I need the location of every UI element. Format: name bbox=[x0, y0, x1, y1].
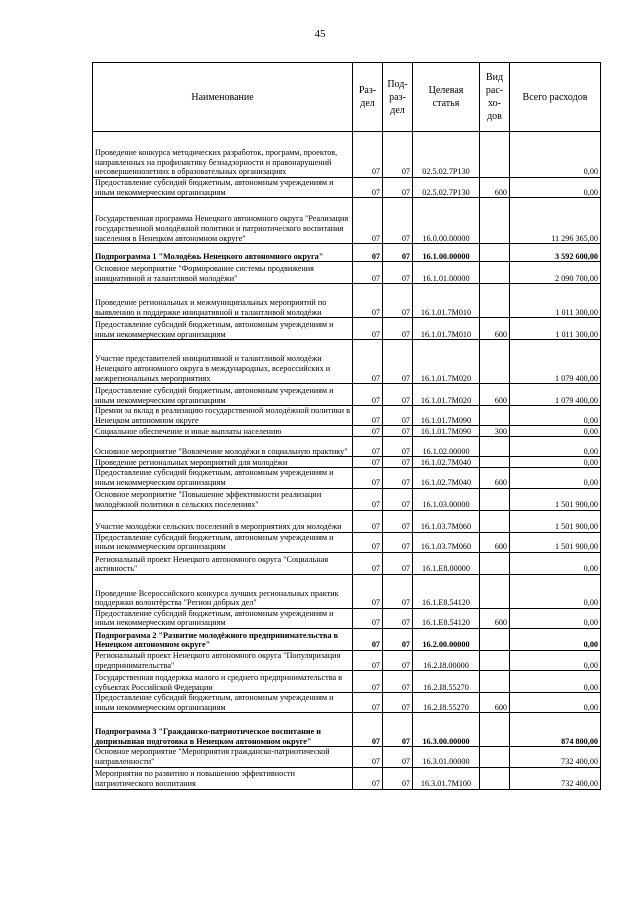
row-name-cell: Предоставление субсидий бюджетным, автономным учреждениям и иным некоммерческим организациям bbox=[93, 608, 353, 628]
row-podrazdel-cell: 07 bbox=[383, 574, 413, 608]
row-total-cell: 732 400,00 bbox=[510, 747, 601, 767]
row-name-cell: Подпрограмма 3 "Гражданско-патриотическое воспитание и допризывная подготовка в Ненецком автономном округе" bbox=[93, 713, 353, 747]
table-row bbox=[93, 198, 601, 244]
row-target-article-cell: 16.1.01.7M010 bbox=[413, 318, 480, 340]
budget-table bbox=[92, 62, 601, 790]
row-total-cell: 1 011 300,00 bbox=[510, 284, 601, 318]
row-target-article-cell: 16.3.00.00000 bbox=[413, 713, 480, 747]
header-total: Всего расходов bbox=[510, 63, 601, 132]
row-podrazdel-cell: 07 bbox=[383, 132, 413, 178]
row-total-cell: 0,00 bbox=[510, 552, 601, 574]
row-razdel-cell: 07 bbox=[353, 284, 383, 318]
row-total-cell: 1 079 400,00 bbox=[510, 384, 601, 406]
row-expense-type-cell bbox=[480, 262, 510, 284]
row-target-article-cell: 16.1.03.00000 bbox=[413, 488, 480, 510]
row-razdel-cell: 07 bbox=[353, 671, 383, 693]
row-target-article-cell: 16.2.I8.00000 bbox=[413, 650, 480, 670]
row-razdel-cell: 07 bbox=[353, 318, 383, 340]
row-expense-type-cell bbox=[480, 457, 510, 468]
row-podrazdel-cell: 07 bbox=[383, 426, 413, 437]
row-razdel-cell: 07 bbox=[353, 437, 383, 457]
row-podrazdel-cell: 07 bbox=[383, 457, 413, 468]
table-row bbox=[93, 384, 601, 406]
table-row bbox=[93, 318, 601, 340]
header-target-article: Целевая статья bbox=[413, 63, 480, 132]
row-total-cell: 3 592 600,00 bbox=[510, 244, 601, 262]
row-total-cell: 1 011 300,00 bbox=[510, 318, 601, 340]
row-total-cell: 0,00 bbox=[510, 574, 601, 608]
row-total-cell: 0,00 bbox=[510, 608, 601, 628]
row-razdel-cell: 07 bbox=[353, 468, 383, 488]
row-expense-type-cell: 600 bbox=[480, 532, 510, 552]
row-name-cell: Мероприятия по развитию и повышению эффективности патриотического воспитания bbox=[93, 767, 353, 789]
header-expense-type: Вид рас- хо- дов bbox=[480, 63, 510, 132]
row-target-article-cell: 16.2.I8.55270 bbox=[413, 693, 480, 713]
row-expense-type-cell: 600 bbox=[480, 384, 510, 406]
row-razdel-cell: 07 bbox=[353, 340, 383, 384]
row-razdel-cell: 07 bbox=[353, 426, 383, 437]
table-row bbox=[93, 552, 601, 574]
header-name: Наименование bbox=[93, 63, 353, 132]
row-expense-type-cell bbox=[480, 713, 510, 747]
table-row bbox=[93, 628, 601, 650]
row-total-cell: 1 079 400,00 bbox=[510, 340, 601, 384]
row-target-article-cell: 16.1.03.7M060 bbox=[413, 510, 480, 532]
row-name-cell: Предоставление субсидий бюджетным, автономным учреждениям и иным некоммерческим организациям bbox=[93, 384, 353, 406]
table-row bbox=[93, 650, 601, 670]
row-total-cell: 11 296 365,00 bbox=[510, 198, 601, 244]
row-target-article-cell: 16.3.01.7M100 bbox=[413, 767, 480, 789]
row-total-cell: 1 501 900,00 bbox=[510, 510, 601, 532]
row-target-article-cell: 16.1.01.7M020 bbox=[413, 340, 480, 384]
row-total-cell: 732 400,00 bbox=[510, 767, 601, 789]
row-razdel-cell: 07 bbox=[353, 198, 383, 244]
row-total-cell: 0,00 bbox=[510, 132, 601, 178]
row-target-article-cell: 16.1.03.7M060 bbox=[413, 532, 480, 552]
row-target-article-cell: 16.1.01.7M010 bbox=[413, 284, 480, 318]
table-row bbox=[93, 284, 601, 318]
row-podrazdel-cell: 07 bbox=[383, 747, 413, 767]
row-expense-type-cell bbox=[480, 650, 510, 670]
row-name-cell: Предоставление субсидий бюджетным, автономным учреждениям и иным некоммерческим организациям bbox=[93, 178, 353, 198]
table-row bbox=[93, 262, 601, 284]
row-expense-type-cell bbox=[480, 132, 510, 178]
table-row bbox=[93, 457, 601, 468]
row-total-cell: 0,00 bbox=[510, 426, 601, 437]
row-target-article-cell: 16.1.01.7M090 bbox=[413, 406, 480, 426]
row-razdel-cell: 07 bbox=[353, 650, 383, 670]
row-razdel-cell: 07 bbox=[353, 747, 383, 767]
row-expense-type-cell bbox=[480, 198, 510, 244]
row-target-article-cell: 16.1.E8.54120 bbox=[413, 608, 480, 628]
row-name-cell: Государственная программа Ненецкого автономного округа "Реализация государственной молодёжной политики и патриотического воспитания населения в Ненецком автономном округе" bbox=[93, 198, 353, 244]
table-row bbox=[93, 244, 601, 262]
row-name-cell: Основное мероприятие "Мероприятия гражданско-патриотической направленности" bbox=[93, 747, 353, 767]
row-name-cell: Основное мероприятие "Вовлечение молодёжи в социальную практику" bbox=[93, 437, 353, 457]
row-expense-type-cell bbox=[480, 628, 510, 650]
table-row bbox=[93, 510, 601, 532]
table-row bbox=[93, 178, 601, 198]
row-expense-type-cell bbox=[480, 488, 510, 510]
row-total-cell: 2 090 700,00 bbox=[510, 262, 601, 284]
table-row bbox=[93, 767, 601, 789]
row-expense-type-cell: 600 bbox=[480, 693, 510, 713]
row-target-article-cell: 16.1.01.00000 bbox=[413, 262, 480, 284]
row-expense-type-cell: 600 bbox=[480, 608, 510, 628]
row-razdel-cell: 07 bbox=[353, 574, 383, 608]
row-podrazdel-cell: 07 bbox=[383, 406, 413, 426]
row-expense-type-cell bbox=[480, 574, 510, 608]
row-podrazdel-cell: 07 bbox=[383, 552, 413, 574]
row-razdel-cell: 07 bbox=[353, 510, 383, 532]
row-total-cell: 0,00 bbox=[510, 437, 601, 457]
row-razdel-cell: 07 bbox=[353, 488, 383, 510]
row-expense-type-cell bbox=[480, 747, 510, 767]
row-name-cell: Основное мероприятие "Формирование системы продвижения инициативной и талантливой молодёжи" bbox=[93, 262, 353, 284]
row-target-article-cell: 16.1.00.00000 bbox=[413, 244, 480, 262]
row-expense-type-cell bbox=[480, 671, 510, 693]
row-expense-type-cell bbox=[480, 767, 510, 789]
table-body bbox=[93, 132, 601, 790]
row-expense-type-cell: 600 bbox=[480, 178, 510, 198]
row-podrazdel-cell: 07 bbox=[383, 628, 413, 650]
row-name-cell: Социальное обеспечение и иные выплаты населению bbox=[93, 426, 353, 437]
row-name-cell: Проведение Всероссийского конкурса лучших региональных практик поддержки волонтёрства "Регион добрых дел" bbox=[93, 574, 353, 608]
row-razdel-cell: 07 bbox=[353, 132, 383, 178]
row-expense-type-cell: 600 bbox=[480, 318, 510, 340]
row-podrazdel-cell: 07 bbox=[383, 671, 413, 693]
row-razdel-cell: 07 bbox=[353, 532, 383, 552]
row-podrazdel-cell: 07 bbox=[383, 767, 413, 789]
row-total-cell: 1 501 900,00 bbox=[510, 532, 601, 552]
row-target-article-cell: 16.2.I8.55270 bbox=[413, 671, 480, 693]
row-name-cell: Проведение региональных мероприятий для молодёжи bbox=[93, 457, 353, 468]
row-total-cell: 0,00 bbox=[510, 468, 601, 488]
row-razdel-cell: 07 bbox=[353, 713, 383, 747]
row-podrazdel-cell: 07 bbox=[383, 178, 413, 198]
row-razdel-cell: 07 bbox=[353, 406, 383, 426]
row-razdel-cell: 07 bbox=[353, 457, 383, 468]
row-name-cell: Премии за вклад в реализацию государственной молодёжной политики в Ненецком автономном округе bbox=[93, 406, 353, 426]
row-name-cell: Подпрограмма 1 "Молодёжь Ненецкого автономного округа" bbox=[93, 244, 353, 262]
row-target-article-cell: 16.3.01.00000 bbox=[413, 747, 480, 767]
row-target-article-cell: 16.1.02.7M040 bbox=[413, 457, 480, 468]
row-podrazdel-cell: 07 bbox=[383, 608, 413, 628]
row-razdel-cell: 07 bbox=[353, 693, 383, 713]
row-total-cell: 0,00 bbox=[510, 671, 601, 693]
row-expense-type-cell: 300 bbox=[480, 426, 510, 437]
row-name-cell: Государственная поддержка малого и среднего предпринимательства в субъектах Российской Федерации bbox=[93, 671, 353, 693]
row-name-cell: Участие представителей инициативной и талантливой молодёжи Ненецкого автономного округа в международных, всероссийских и межрегиональных мероприятиях bbox=[93, 340, 353, 384]
row-name-cell: Участие молодёжи сельских поселений в мероприятиях для молодёжи bbox=[93, 510, 353, 532]
row-expense-type-cell: 600 bbox=[480, 468, 510, 488]
table-row bbox=[93, 468, 601, 488]
table-row bbox=[93, 693, 601, 713]
row-expense-type-cell bbox=[480, 552, 510, 574]
row-expense-type-cell bbox=[480, 284, 510, 318]
row-podrazdel-cell: 07 bbox=[383, 244, 413, 262]
row-name-cell: Проведение региональных и межмуниципальных мероприятий по выявлению и поддержке инициативной и талантливой молодёжи bbox=[93, 284, 353, 318]
row-razdel-cell: 07 bbox=[353, 552, 383, 574]
table-row bbox=[93, 406, 601, 426]
row-target-article-cell: 02.5.02.7P130 bbox=[413, 132, 480, 178]
row-total-cell: 1 501 900,00 bbox=[510, 488, 601, 510]
row-name-cell: Региональный проект Ненецкого автономного округа "Социальная активность" bbox=[93, 552, 353, 574]
row-target-article-cell: 16.2.00.00000 bbox=[413, 628, 480, 650]
row-podrazdel-cell: 07 bbox=[383, 262, 413, 284]
row-expense-type-cell bbox=[480, 340, 510, 384]
row-total-cell: 0,00 bbox=[510, 406, 601, 426]
row-podrazdel-cell: 07 bbox=[383, 510, 413, 532]
row-expense-type-cell bbox=[480, 510, 510, 532]
table-row bbox=[93, 532, 601, 552]
table-row bbox=[93, 437, 601, 457]
row-podrazdel-cell: 07 bbox=[383, 713, 413, 747]
table-header-row bbox=[93, 63, 601, 132]
row-name-cell: Предоставление субсидий бюджетным, автономным учреждениям и иным некоммерческим организациям bbox=[93, 318, 353, 340]
table-row bbox=[93, 488, 601, 510]
row-name-cell: Региональный проект Ненецкого автономного округа "Популяризация предпринимательства" bbox=[93, 650, 353, 670]
table-row bbox=[93, 574, 601, 608]
row-podrazdel-cell: 07 bbox=[383, 650, 413, 670]
row-total-cell: 0,00 bbox=[510, 650, 601, 670]
header-razdel: Раз- дел bbox=[353, 63, 383, 132]
row-name-cell: Предоставление субсидий бюджетным, автономным учреждениям и иным некоммерческим организациям bbox=[93, 532, 353, 552]
row-target-article-cell: 16.1.E8.00000 bbox=[413, 552, 480, 574]
row-podrazdel-cell: 07 bbox=[383, 284, 413, 318]
row-razdel-cell: 07 bbox=[353, 628, 383, 650]
row-razdel-cell: 07 bbox=[353, 608, 383, 628]
page-number: 45 bbox=[314, 28, 326, 40]
table-row bbox=[93, 426, 601, 437]
row-podrazdel-cell: 07 bbox=[383, 198, 413, 244]
row-target-article-cell: 16.1.01.7M020 bbox=[413, 384, 480, 406]
row-razdel-cell: 07 bbox=[353, 262, 383, 284]
table-row bbox=[93, 671, 601, 693]
row-name-cell: Предоставление субсидий бюджетным, автономным учреждениям и иным некоммерческим организациям bbox=[93, 693, 353, 713]
row-expense-type-cell bbox=[480, 437, 510, 457]
table-row bbox=[93, 132, 601, 178]
row-razdel-cell: 07 bbox=[353, 767, 383, 789]
row-razdel-cell: 07 bbox=[353, 178, 383, 198]
row-razdel-cell: 07 bbox=[353, 384, 383, 406]
row-target-article-cell: 16.1.01.7M090 bbox=[413, 426, 480, 437]
row-podrazdel-cell: 07 bbox=[383, 437, 413, 457]
row-name-cell: Предоставление субсидий бюджетным, автономным учреждениям и иным некоммерческим организациям bbox=[93, 468, 353, 488]
header-podrazdel: Под- раз- дел bbox=[383, 63, 413, 132]
row-target-article-cell: 16.1.02.7M040 bbox=[413, 468, 480, 488]
row-total-cell: 0,00 bbox=[510, 457, 601, 468]
row-target-article-cell: 02.5.02.7P130 bbox=[413, 178, 480, 198]
table-row bbox=[93, 608, 601, 628]
row-expense-type-cell bbox=[480, 244, 510, 262]
row-name-cell: Подпрограмма 2 "Развитие молодёжного предпринимательства в Ненецком автономном округе" bbox=[93, 628, 353, 650]
row-total-cell: 0,00 bbox=[510, 693, 601, 713]
row-expense-type-cell bbox=[480, 406, 510, 426]
row-name-cell: Проведение конкурса методических разработок, программ, проектов, направленных на профилактику безнадзорности и правонарушений несовершеннолетних в образовательных организациях bbox=[93, 132, 353, 178]
row-total-cell: 0,00 bbox=[510, 628, 601, 650]
row-podrazdel-cell: 07 bbox=[383, 488, 413, 510]
row-podrazdel-cell: 07 bbox=[383, 468, 413, 488]
table-row bbox=[93, 747, 601, 767]
row-total-cell: 0,00 bbox=[510, 178, 601, 198]
row-name-cell: Основное мероприятие "Повышение эффективности реализации молодёжной политики в сельских поселениях" bbox=[93, 488, 353, 510]
row-total-cell: 874 800,00 bbox=[510, 713, 601, 747]
row-podrazdel-cell: 07 bbox=[383, 318, 413, 340]
row-podrazdel-cell: 07 bbox=[383, 532, 413, 552]
table-row bbox=[93, 340, 601, 384]
row-target-article-cell: 16.1.E8.54120 bbox=[413, 574, 480, 608]
row-podrazdel-cell: 07 bbox=[383, 693, 413, 713]
table-row bbox=[93, 713, 601, 747]
row-podrazdel-cell: 07 bbox=[383, 340, 413, 384]
row-target-article-cell: 16.0.00.00000 bbox=[413, 198, 480, 244]
row-razdel-cell: 07 bbox=[353, 244, 383, 262]
row-podrazdel-cell: 07 bbox=[383, 384, 413, 406]
row-target-article-cell: 16.1.02.00000 bbox=[413, 437, 480, 457]
